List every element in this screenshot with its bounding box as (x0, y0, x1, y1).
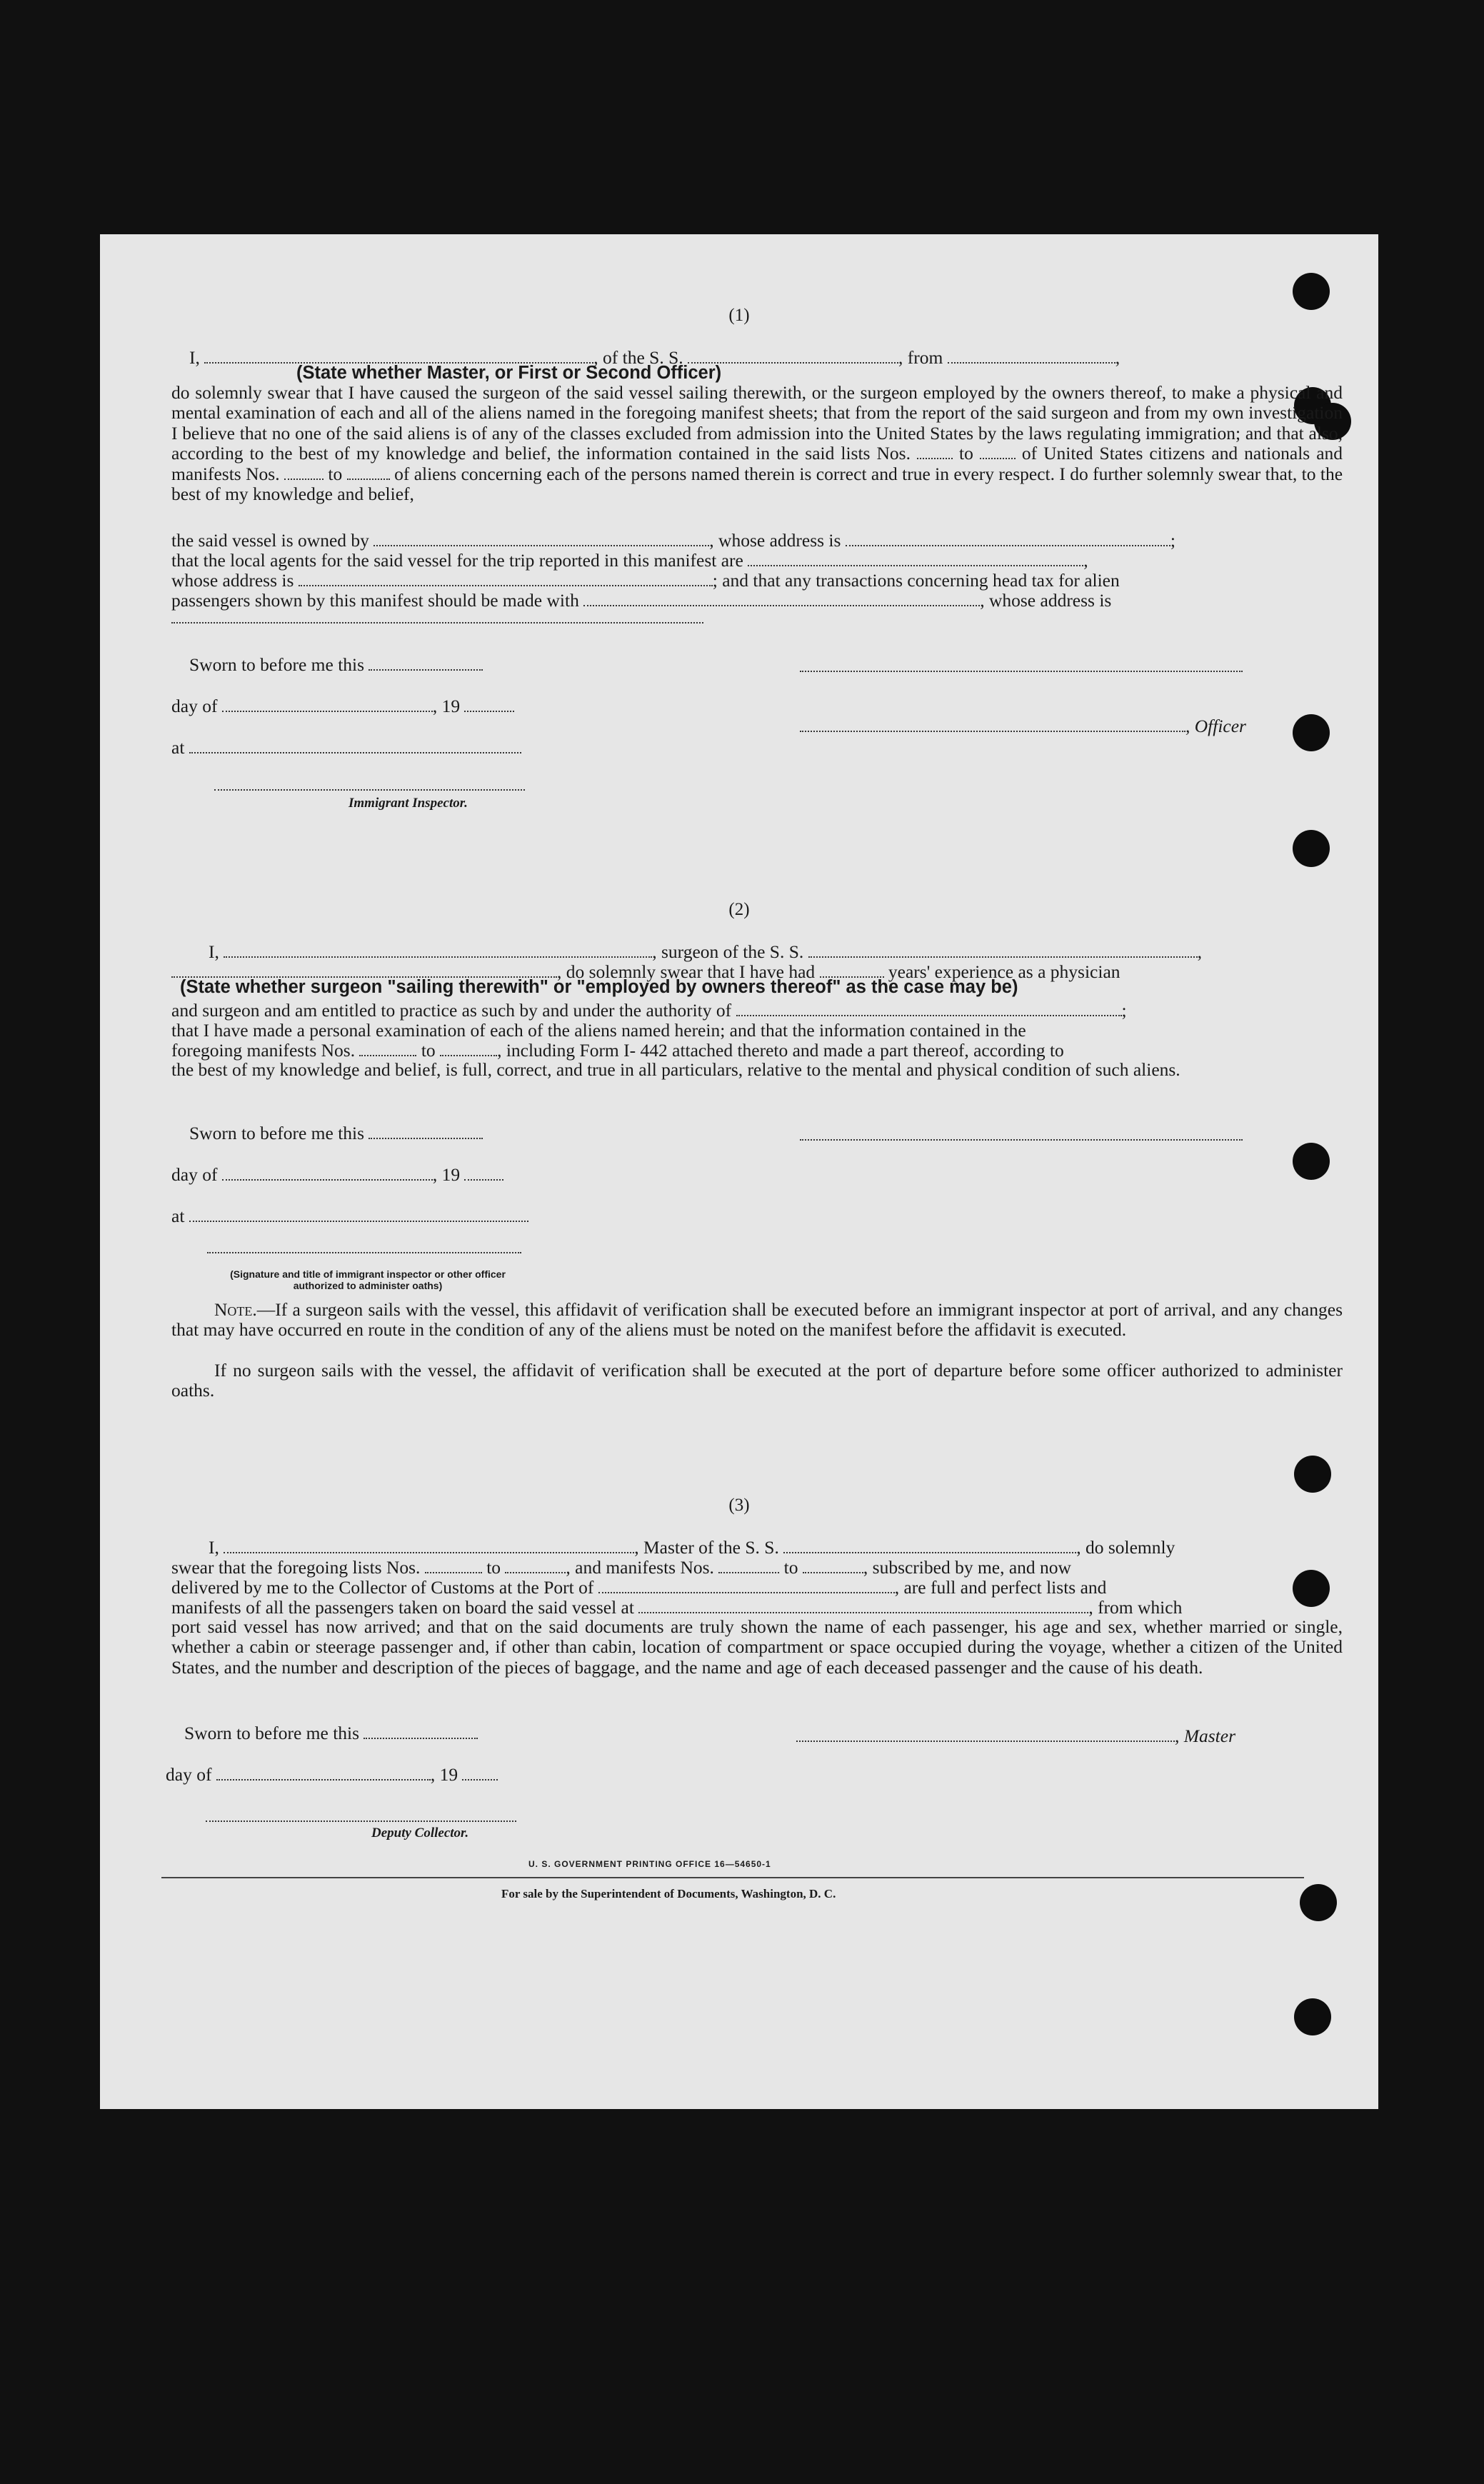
text: day of (166, 1764, 212, 1785)
blank (820, 963, 884, 978)
signature-blank (800, 1126, 1243, 1141)
section-3-number: (3) (728, 1496, 750, 1515)
blank (688, 349, 898, 364)
signature-blank (206, 1808, 516, 1822)
blank (216, 1766, 431, 1781)
blank (171, 963, 557, 978)
text: , Master of the S. S. (634, 1537, 779, 1558)
blank (224, 1539, 634, 1553)
blank (718, 1559, 779, 1573)
text: , 19 (430, 1764, 458, 1785)
s1-day (171, 696, 514, 717)
section-1-number: (1) (728, 306, 750, 325)
blank (505, 1559, 566, 1573)
s2-note (171, 1300, 1343, 1341)
text: to (958, 443, 973, 464)
s3-line-2 (171, 1557, 1071, 1578)
s1-paragraph (171, 383, 1343, 504)
text: Sworn to before me this (189, 1123, 365, 1143)
text: , of the S. S. (593, 347, 683, 368)
s2-line-6: the best of my knowledge and belief, is full, correct, and true in all particulars, relative to the mental and physical condition of such aliens. (171, 1059, 1180, 1080)
blank (171, 609, 703, 623)
blank (369, 656, 483, 671)
footer-rule (161, 1877, 1304, 1878)
blank (948, 349, 1115, 364)
text: , (1197, 941, 1203, 962)
blank (222, 698, 433, 712)
text: that the local agents for the said vessel for the trip reported in this manifest are (171, 550, 743, 571)
s2-signature-right (800, 1124, 1243, 1146)
punch-hole (1293, 1570, 1330, 1607)
text: to (486, 1557, 501, 1578)
blank (638, 1599, 1088, 1613)
text: delivered by me to the Collector of Customs at the Port of (171, 1577, 594, 1598)
s2-note-2: If no surgeon sails with the vessel, the affidavit of verification shall be executed at the port of departure before some officer authorized to administer oaths. (171, 1360, 1343, 1401)
text: of United States citizens and nationals and manifests Nos. (171, 443, 1343, 484)
blank (583, 592, 980, 606)
blank (204, 349, 593, 364)
text: of aliens concerning each of the persons named therein is correct and true in every respect. I do further solemnly swear that, to the best of my knowledge and belief, (171, 463, 1343, 505)
text: ; and that any transactions concerning head tax for alien (712, 570, 1120, 591)
text: , 19 (432, 1164, 461, 1185)
text: Sworn to before me this (184, 1723, 360, 1743)
s1-owned-line (171, 530, 1175, 551)
blank (464, 698, 514, 712)
text: , from which (1088, 1597, 1183, 1618)
s1-inspector-label: Immigrant Inspector. (349, 796, 468, 811)
blank (440, 1042, 497, 1056)
blank (464, 1166, 503, 1181)
s3-day (166, 1764, 498, 1786)
form-page (100, 234, 1378, 2109)
signature-blank (214, 776, 525, 791)
text: , do solemnly swear that I have had (557, 961, 816, 982)
blank (425, 1559, 482, 1573)
s2-sworn (189, 1123, 483, 1144)
blank (846, 532, 1170, 546)
signature-blank (800, 718, 1185, 732)
text: years' experience as a physician (888, 961, 1120, 982)
punch-hole (1293, 273, 1330, 310)
blank (364, 1725, 478, 1739)
s3-line-4 (171, 1597, 1182, 1618)
text: passengers shown by this manifest should be made with (171, 590, 579, 611)
blank (222, 1166, 433, 1181)
punch-hole (1293, 1143, 1330, 1180)
signature-blank (207, 1239, 521, 1253)
blank (347, 466, 390, 480)
text: and surgeon and am entitled to practice as such by and under the authority of (171, 1000, 732, 1021)
s3-line-1 (209, 1537, 1175, 1558)
text: , (1115, 347, 1120, 368)
text: , (1083, 550, 1088, 571)
signature-blank (796, 1728, 1175, 1742)
s1-blank-line (171, 607, 703, 628)
text: do solemnly swear that I have caused the surgeon of the said vessel sailing therewith, or the surgeon employed by the owners thereof, to make a physical and mental examination of each and all of the aliens named in the foregoing manifest sheets; that from the report of the said surgeon and from my own investigation I believe that no one of the said aliens is of any of the classes excluded from admission into the United States by the laws regulating immigration; and that also, according to the best of my knowledge and belief, the information contained in the said lists Nos. (171, 382, 1343, 464)
blank (462, 1766, 498, 1781)
text: Sworn to before me this (189, 654, 365, 675)
text: ; (1121, 1000, 1127, 1021)
punch-hole (1300, 1884, 1337, 1921)
s2-line-5 (171, 1040, 1064, 1061)
punch-hole (1293, 714, 1330, 751)
s3-deputy-line (206, 1806, 516, 1827)
s2-line-2-sub: (State whether surgeon "sailing therewith" or "employed by owners thereof" as the case may be) (180, 977, 1018, 997)
text: , are full and perfect lists and (894, 1577, 1107, 1598)
text: —If a surgeon sails with the vessel, this affidavit of verification shall be executed before an immigrant inspector at port of arrival, and any changes that may have occurred en route in the condition of any of the aliens must be noted on the manifest before the affidavit is executed. (171, 1299, 1343, 1341)
text: ; (1170, 530, 1175, 551)
s3-paragraph: port said vessel has now arrived; and that on the said documents are truly shown the name of each passenger, his age and sex, whether married or single, whether a cabin or steerage passenger and, if other than cabin, location of compartment or space occupied during the voyage, whether a citizen of the United States, and the number and description of the pieces of baggage, and the name and age of each deceased passenger and the cause of his death. (171, 1616, 1343, 1678)
blank (803, 1559, 863, 1573)
punch-hole (1294, 1998, 1331, 2035)
signature-blank (800, 658, 1243, 672)
s1-agents-line (171, 550, 1088, 571)
s1-signature-right (800, 656, 1243, 677)
blank (783, 1539, 1076, 1553)
blank (299, 572, 713, 586)
s1-inspector-line (214, 774, 525, 796)
s3-sworn (184, 1723, 478, 1744)
text: , whose address is (709, 530, 841, 551)
gpo-imprint: U. S. GOVERNMENT PRINTING OFFICE 16—54650-1 (528, 1859, 771, 1869)
text: to (421, 1040, 436, 1061)
blank (359, 1042, 416, 1056)
text: at (171, 1206, 185, 1226)
text: whose address is (171, 570, 294, 591)
text: the said vessel is owned by (171, 530, 369, 551)
blank (189, 739, 521, 753)
blank (748, 552, 1083, 566)
s1-officer (800, 716, 1246, 737)
text: to (328, 463, 343, 484)
blank (373, 532, 709, 546)
section-2-number: (2) (728, 900, 750, 919)
s3-deputy-label: Deputy Collector. (371, 1826, 469, 1841)
note-label: Note. (214, 1299, 257, 1320)
s3-line-3 (171, 1577, 1106, 1598)
text: , Officer (1185, 716, 1246, 736)
text: to (783, 1557, 798, 1578)
s3-master (796, 1726, 1235, 1747)
text: , from (898, 347, 943, 368)
text: , surgeon of the S. S. (652, 941, 804, 962)
text: foregoing manifests Nos. (171, 1040, 356, 1061)
blank (917, 445, 953, 459)
text: , do solemnly (1076, 1537, 1175, 1558)
text: , and manifests Nos. (566, 1557, 714, 1578)
blank (224, 943, 652, 958)
text: , Master (1175, 1726, 1235, 1746)
text: I, (209, 1537, 219, 1558)
text: I, (209, 941, 219, 962)
blank (980, 445, 1016, 459)
sale-notice: For sale by the Superintendent of Documents, Washington, D. C. (501, 1887, 836, 1900)
s1-sworn (189, 654, 483, 676)
punch-hole (1293, 830, 1330, 867)
s1-at (171, 737, 521, 758)
text: , 19 (432, 696, 461, 716)
text: day of (171, 1164, 218, 1185)
blank (284, 466, 324, 480)
s2-at (171, 1206, 528, 1227)
text: I, (189, 347, 200, 368)
s2-sig-sub: (Signature and title of immigrant inspector or other officer authorized to administer oaths) (230, 1268, 506, 1291)
text: , subscribed by me, and now (863, 1557, 1071, 1578)
s2-line-3 (171, 1000, 1127, 1021)
s1-whose-line (171, 570, 1120, 591)
text: day of (171, 696, 218, 716)
text: at (171, 737, 185, 758)
blank (598, 1579, 895, 1593)
text: , including Form I- 442 attached thereto and made a part thereof, according to (497, 1040, 1064, 1061)
blank (189, 1208, 528, 1222)
s2-line-4: that I have made a personal examination of each of the aliens named herein; and that the information contained in the (171, 1020, 1026, 1041)
s2-line-1 (209, 941, 1202, 963)
s2-inspector-line (207, 1237, 521, 1258)
blank (369, 1125, 483, 1139)
punch-hole (1294, 1456, 1331, 1493)
text: swear that the foregoing lists Nos. (171, 1557, 421, 1578)
s1-line-1-sub: (State whether Master, or First or Second Officer) (296, 363, 722, 383)
text: manifests of all the passengers taken on board the said vessel at (171, 1597, 634, 1618)
text: , whose address is (980, 590, 1112, 611)
blank (736, 1002, 1122, 1016)
blank (808, 943, 1198, 958)
s2-day (171, 1164, 503, 1186)
